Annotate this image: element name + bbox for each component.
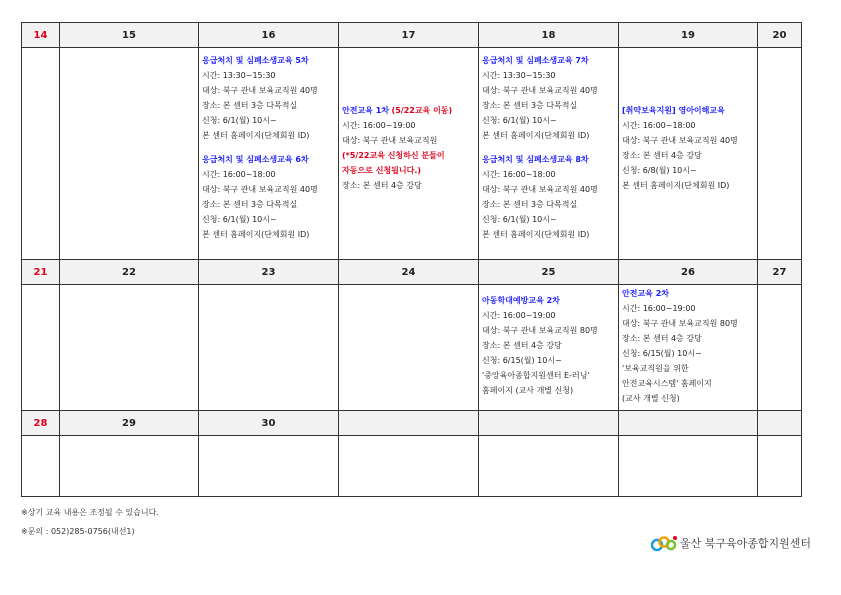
event-target: 대상: 북구 관내 보육교직원 40명 bbox=[202, 185, 318, 194]
week2-header-row bbox=[22, 260, 802, 285]
event-place: 장소: 본 센터 3층 다목적실 bbox=[482, 101, 578, 110]
event-time: 시간: 16:00~19:00 bbox=[622, 304, 696, 313]
event-site: '보육교직원을 위한 bbox=[622, 364, 689, 373]
day-cell-body bbox=[619, 48, 758, 260]
week1-body-row bbox=[22, 48, 802, 260]
week1-header-row bbox=[22, 23, 802, 48]
event-target: 대상: 북구 관내 보육교직원 40명 bbox=[622, 136, 738, 145]
day-cell-header: 26 bbox=[619, 260, 758, 285]
day-cell-body bbox=[758, 285, 802, 411]
event-notice: 자동으로 신청됩니다.) bbox=[342, 166, 422, 175]
day-cell-body bbox=[479, 48, 619, 260]
event-title: 응급처치 및 심폐소생교육 8차 bbox=[482, 155, 589, 164]
calendar-table bbox=[21, 22, 802, 497]
day-cell-body bbox=[619, 285, 758, 411]
event-time: 시간: 13:30~15:30 bbox=[482, 71, 556, 80]
event-site: 본 센터 홈페이지(단체회원 ID) bbox=[482, 230, 590, 239]
day-cell-header: 18 bbox=[479, 23, 619, 48]
event-block bbox=[619, 285, 757, 406]
day-cell-header: 23 bbox=[199, 260, 339, 285]
day-cell-header: 17 bbox=[339, 23, 479, 48]
adjustment-note: ※상기 교육 내용은 조정될 수 있습니다. bbox=[21, 508, 159, 517]
event-target: 대상: 북구 관내 보육교직원 bbox=[342, 136, 438, 145]
day-cell-body bbox=[758, 436, 802, 497]
event-target: 대상: 북구 관내 보육교직원 40명 bbox=[482, 86, 598, 95]
event-title-note: (5/22교육 이동) bbox=[391, 106, 453, 115]
event-block bbox=[619, 48, 757, 193]
day-cell-header: 30 bbox=[199, 411, 339, 436]
event-target: 대상: 북구 관내 보육교직원 80명 bbox=[482, 326, 598, 335]
event-title: 응급처치 및 심폐소생교육 6차 bbox=[202, 155, 309, 164]
event-site: 홈페이지 (교사 개별 신청) bbox=[482, 386, 574, 395]
event-place: 장소: 본 센터 4층 강당 bbox=[622, 334, 702, 343]
event-time: 시간: 16:00~18:00 bbox=[482, 170, 556, 179]
event-time: 시간: 13:30~15:30 bbox=[202, 71, 276, 80]
event-site: 본 센터 홈페이지(단체회원 ID) bbox=[202, 230, 310, 239]
day-cell-header: 27 bbox=[758, 260, 802, 285]
event-place: 장소: 본 센터 3층 다목적실 bbox=[202, 200, 298, 209]
event-time: 시간: 16:00~19:00 bbox=[342, 121, 416, 130]
day-cell-body bbox=[339, 285, 479, 411]
event-title: 안전교육 1차 bbox=[342, 106, 389, 115]
event-apply: 신청: 6/1(월) 10시~ bbox=[482, 116, 557, 125]
week2-body-row bbox=[22, 285, 802, 411]
event-site: (교사 개별 신청) bbox=[622, 394, 680, 403]
event-apply: 신청: 6/1(월) 10시~ bbox=[202, 116, 277, 125]
event-site: 본 센터 홈페이지(단체회원 ID) bbox=[622, 181, 730, 190]
event-time: 시간: 16:00~19:00 bbox=[482, 311, 556, 320]
day-cell-body bbox=[60, 436, 199, 497]
event-site: 안전교육시스템' 홈페이지 bbox=[622, 379, 712, 388]
day-cell-header: 22 bbox=[60, 260, 199, 285]
day-cell-header: 16 bbox=[199, 23, 339, 48]
center-logo-icon bbox=[651, 534, 677, 552]
event-title: 응급처치 및 심폐소생교육 5차 bbox=[202, 56, 309, 65]
event-apply: 신청: 6/15(월) 10시~ bbox=[482, 356, 562, 365]
day-cell-header: 24 bbox=[339, 260, 479, 285]
day-cell-body bbox=[199, 436, 339, 497]
week3-body-row bbox=[22, 436, 802, 497]
event-site: 본 센터 홈페이지(단체회원 ID) bbox=[202, 131, 310, 140]
day-cell-body bbox=[60, 285, 199, 411]
day-cell-body bbox=[199, 48, 339, 260]
contact-note: ※문의 : 052)285-0756(내선1) bbox=[21, 527, 135, 536]
event-place: 장소: 본 센터 4층 강당 bbox=[482, 341, 562, 350]
event-place: 장소: 본 센터 4층 강당 bbox=[342, 181, 422, 190]
day-cell-header: 21 bbox=[22, 260, 60, 285]
event-place: 장소: 본 센터 3층 다목적실 bbox=[482, 200, 578, 209]
event-target: 대상: 북구 관내 보육교직원 80명 bbox=[622, 319, 738, 328]
event-title: [취약보육지원] 영아이해교육 bbox=[622, 106, 725, 115]
event-time: 시간: 16:00~18:00 bbox=[202, 170, 276, 179]
day-cell-body bbox=[479, 436, 619, 497]
day-cell-body bbox=[479, 285, 619, 411]
event-block bbox=[202, 53, 335, 143]
day-cell-body bbox=[22, 436, 60, 497]
day-cell-header bbox=[479, 411, 619, 436]
event-block bbox=[202, 152, 335, 242]
event-site: 본 센터 홈페이지(단체회원 ID) bbox=[482, 131, 590, 140]
day-cell-header bbox=[339, 411, 479, 436]
day-cell-header: 20 bbox=[758, 23, 802, 48]
day-cell-body bbox=[619, 436, 758, 497]
event-target: 대상: 북구 관내 보육교직원 40명 bbox=[482, 185, 598, 194]
event-apply: 신청: 6/15(월) 10시~ bbox=[622, 349, 702, 358]
event-title: 아동학대예방교육 2차 bbox=[482, 296, 560, 305]
day-cell-body bbox=[22, 285, 60, 411]
day-cell-body bbox=[339, 436, 479, 497]
day-cell-body bbox=[199, 285, 339, 411]
event-place: 장소: 본 센터 4층 강당 bbox=[622, 151, 702, 160]
week3-header-row bbox=[22, 411, 802, 436]
event-target: 대상: 북구 관내 보육교직원 40명 bbox=[202, 86, 318, 95]
event-apply: 신청: 6/1(월) 10시~ bbox=[482, 215, 557, 224]
event-block bbox=[482, 152, 615, 242]
day-cell-header: 25 bbox=[479, 260, 619, 285]
event-time: 시간: 16:00~18:00 bbox=[622, 121, 696, 130]
center-logo bbox=[651, 534, 811, 552]
event-block bbox=[482, 53, 615, 143]
event-apply: 신청: 6/8(월) 10시~ bbox=[622, 166, 697, 175]
day-cell-header: 28 bbox=[22, 411, 60, 436]
day-cell-header: 29 bbox=[60, 411, 199, 436]
day-cell-body bbox=[758, 48, 802, 260]
event-site: '중앙육아종합지원센터 E-러닝' bbox=[482, 371, 590, 380]
event-block bbox=[339, 48, 478, 193]
day-cell-header: 15 bbox=[60, 23, 199, 48]
event-apply: 신청: 6/1(월) 10시~ bbox=[202, 215, 277, 224]
day-cell-body bbox=[22, 48, 60, 260]
day-cell-header: 19 bbox=[619, 23, 758, 48]
day-cell-header bbox=[758, 411, 802, 436]
day-cell-header bbox=[619, 411, 758, 436]
event-title: 응급처치 및 심폐소생교육 7차 bbox=[482, 56, 589, 65]
event-notice: (*5/22교육 신청하신 분들이 bbox=[342, 151, 445, 160]
event-block bbox=[479, 285, 618, 398]
day-cell-body bbox=[339, 48, 479, 260]
day-cell-body bbox=[60, 48, 199, 260]
center-name: 울산 북구육아종합지원센터 bbox=[680, 537, 812, 550]
event-place: 장소: 본 센터 3층 다목적실 bbox=[202, 101, 298, 110]
event-title: 안전교육 2차 bbox=[622, 289, 669, 298]
day-cell-header: 14 bbox=[22, 23, 60, 48]
